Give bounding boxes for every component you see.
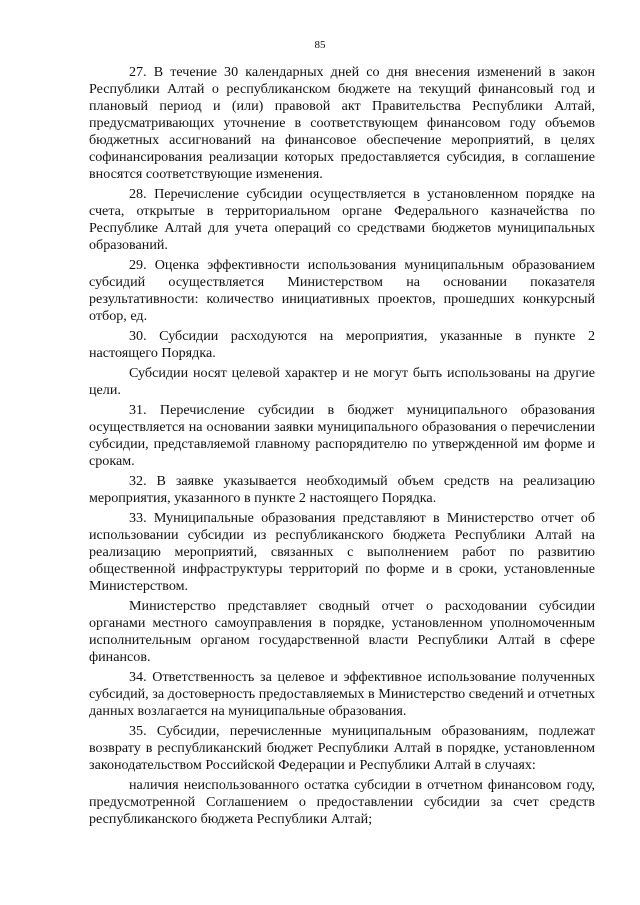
paragraph-33: 33. Муниципальные образования представляют в Министерство отчет об использовании субсидии из республиканского бюджета Республики Алтай на реализацию мероприятий, связанных с выполнением работ по развитию общественной инфраструктуры территорий по форме и в сроки, установленные Министерством.: [89, 510, 595, 594]
paragraph-31: 31. Перечисление субсидии в бюджет муниципального образования осуществляется на основании заявки муниципального образования о перечислении субсидии, представляемой главному распорядителю по утвержденной им форме и срокам.: [89, 402, 595, 469]
paragraph-32: 32. В заявке указывается необходимый объем средств на реализацию мероприятия, указанного в пункте 2 настоящего Порядка.: [89, 473, 595, 506]
paragraph-34: 34. Ответственность за целевое и эффективное использование полученных субсидий, за достоверность предоставляемых в Министерство сведений и отчетных данных возлагается на муниципальные образования.: [89, 669, 595, 719]
paragraph-33-report: Министерство представляет сводный отчет о расходовании субсидии органами местного самоуправления в порядке, установленном уполномоченным исполнительным органом государственной власти Республики Алтай в сфере финансов.: [89, 598, 595, 665]
paragraph-35: 35. Субсидии, перечисленные муниципальным образованиям, подлежат возврату в республиканский бюджет Республики Алтай в порядке, установленном законодательством Российской Федерации и Республики Алтай в случаях:: [89, 723, 595, 773]
paragraph-35-case: наличия неиспользованного остатка субсидии в отчетном финансовом году, предусмотренной Соглашением о предоставлении субсидии за счет средств республиканского бюджета Республики Алтай;: [89, 777, 595, 827]
page-body: [89, 64, 595, 828]
paragraph-27: 27. В течение 30 календарных дней со дня внесения изменений в закон Республики Алтай о республиканском бюджете на текущий финансовый год и плановый период и (или) правовой акт Правительства Республики Алтай, предусматривающих уточнение в соответствующем финансовом году объемов бюджетных ассигнований на финансовое обеспечение мероприятий, в целях софинансирования реализации которых предоставляется субсидия, в соглашение вносятся соответствующие изменения.: [89, 64, 595, 182]
page-number: 85: [314, 39, 326, 51]
paragraph-29: 29. Оценка эффективности использования муниципальным образованием субсидий осуществляется Министерством на основании показателя результативности: количество инициативных проектов, прошедших конкурсный отбор, ед.: [89, 257, 595, 324]
paragraph-28: 28. Перечисление субсидии осуществляется в установленном порядке на счета, открытые в территориальном органе Федерального казначейства по Республике Алтай для учета операций со средствами бюджетов муниципальных образований.: [89, 186, 595, 253]
paragraph-30-note: Субсидии носят целевой характер и не могут быть использованы на другие цели.: [89, 365, 595, 398]
paragraph-30: 30. Субсидии расходуются на мероприятия, указанные в пункте 2 настоящего Порядка.: [89, 328, 595, 361]
